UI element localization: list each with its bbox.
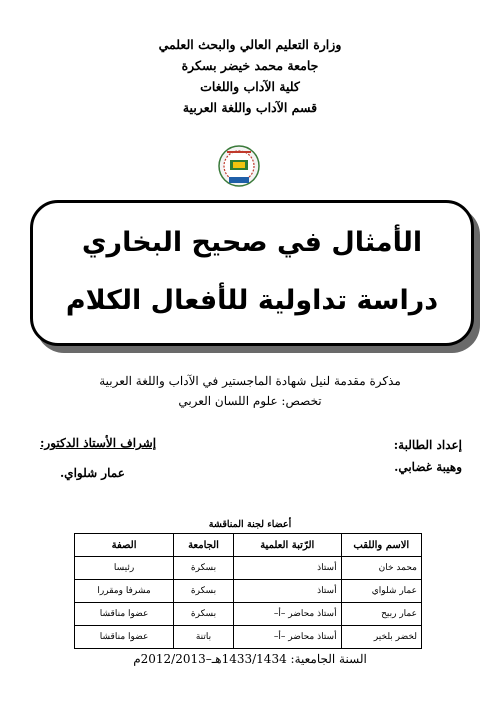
header-role: الصفة [75,534,174,557]
member-university: باتنة [174,626,234,649]
member-role: عضوا مناقشا [75,626,174,649]
header-university: الجامعة [174,534,234,557]
member-name: محمد خان [341,557,421,580]
committee-table [74,533,422,649]
university-logo [217,142,261,190]
table-row [75,580,422,603]
member-rank: أستاذ [233,557,341,580]
table-row [75,626,422,649]
table-row [75,603,422,626]
member-rank: أستاذ [233,580,341,603]
university-name: جامعة محمد خيضر بسكرة [181,58,319,73]
department-name: قسم الآداب واللغة العربية [182,100,318,115]
table-row [75,557,422,580]
institution-header [0,34,500,118]
member-role: مشرفا ومقررا [75,580,174,603]
member-role: عضوا مناقشا [75,603,174,626]
memo-purpose: مذكرة مقدمة لنيل شهادة الماجستير في الآداب واللغة العربية [99,374,401,388]
member-role: رئيسا [75,557,174,580]
thesis-title-line-1: الأمثال في صحيح البخاري [81,227,423,258]
member-university: بسكرة [174,580,234,603]
prepared-by-label: إعداد الطالبة: [393,438,462,452]
header-name: الاسم واللقب [341,534,421,557]
member-university: بسكرة [174,557,234,580]
student-name: وهيبة غضابي. [394,460,462,474]
thesis-title-line-2: دراسة تداولية للأفعال الكلام [65,285,439,316]
committee-title: أعضاء لجنة المناقشة [208,519,292,530]
member-name: عمار ربيح [341,603,421,626]
member-university: بسكرة [174,603,234,626]
member-rank: أستاذ محاضر –أ– [233,603,341,626]
member-rank: أستاذ محاضر –أ– [233,626,341,649]
ministry-name: وزارة التعليم العالي والبحث العلمي [158,37,342,52]
memo-description [0,371,500,411]
header-rank: الرّتبة العلمية [233,534,341,557]
supervisor-name: عمار شلواي. [60,466,125,480]
faculty-name: كلية الآداب واللغات [200,79,300,94]
thesis-title-box [30,200,474,346]
memo-specialty: تخصص: علوم اللسان العربي [178,394,322,408]
member-name: لخضر بلخير [341,626,421,649]
academic-year: السنة الجامعية: 1433/1434هـ–2012/2013م [133,652,367,666]
member-name: عمار شلواي [341,580,421,603]
table-header-row [75,534,422,557]
supervisor-label: إشراف الأستاذ الدكتور: [40,436,157,450]
